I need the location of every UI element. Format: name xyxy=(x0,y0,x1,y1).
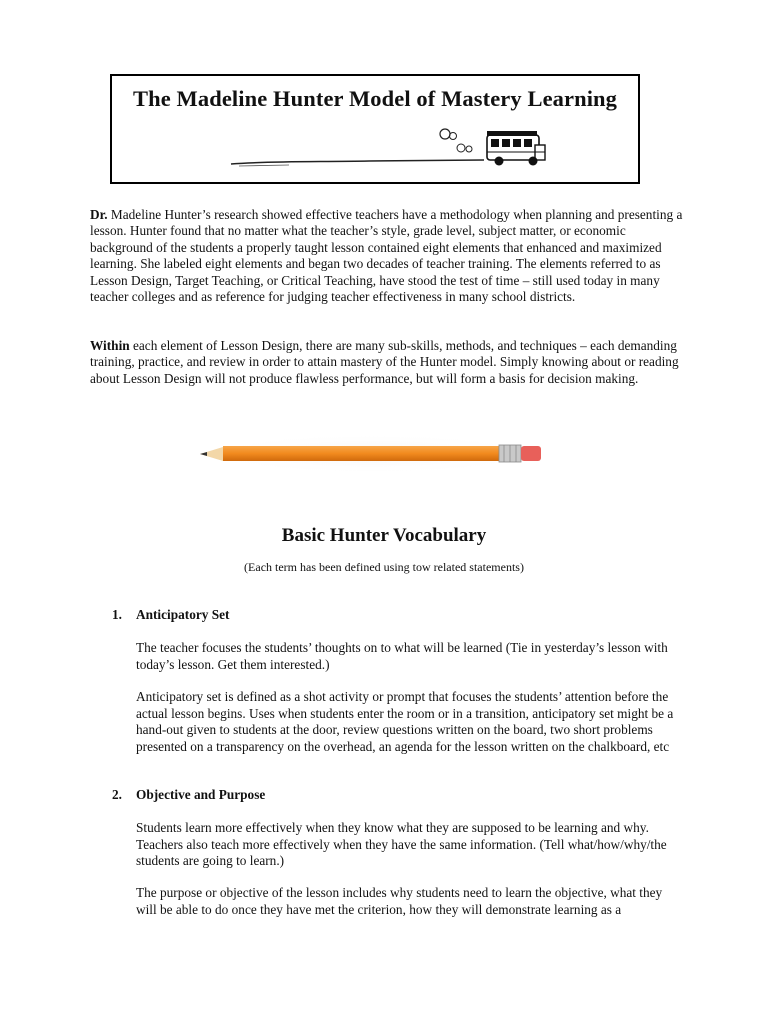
item-2-paragraph-2: The purpose or objective of the lesson includes why students need to learn the objective, what they will be able to do once they have met the criterion, how they will demonstrate learning as a xyxy=(136,885,663,917)
item-title-objective-and-purpose: Objective and Purpose xyxy=(136,787,266,802)
intro-paragraph-1 xyxy=(90,207,690,305)
page-title: The Madeline Hunter Model of Mastery Learning xyxy=(132,86,618,111)
intro-lead-word-2: Within xyxy=(90,338,130,353)
vocabulary-heading: Basic Hunter Vocabulary xyxy=(281,525,487,546)
title-box xyxy=(110,74,640,184)
item-title-anticipatory-set: Anticipatory Set xyxy=(136,607,230,622)
intro-lead-word-1: Dr. xyxy=(90,207,108,222)
item-number-1: 1. xyxy=(112,607,122,622)
pencil-illustration xyxy=(195,432,550,476)
item-number-2: 2. xyxy=(112,787,122,802)
school-bus-illustration xyxy=(229,121,549,176)
item-2-paragraph-1: Students learn more effectively when they know what they are supposed to be learning and why. Teachers also teach more effectively when they have the same information. (Tell what/how/why/the students are going to learn.) xyxy=(136,820,667,869)
intro-paragraph-2 xyxy=(90,338,690,387)
intro-text-2: each element of Lesson Design, there are many sub-skills, methods, and techniques – each demanding training, practice, and review in order to attain mastery of the Hunter model. Simply knowing about or reading about Lesson Design will not produce flawless performance, but will form a basis for decision making. xyxy=(90,338,679,386)
vocabulary-subtitle: (Each term has been defined using tow related statements) xyxy=(244,560,524,574)
item-1-paragraph-1: The teacher focuses the students’ thoughts on to what will be learned (Tie in yesterday’s lesson with today’s lesson. Get them interested.) xyxy=(136,640,668,672)
intro-text-1: Madeline Hunter’s research showed effective teachers have a methodology when planning and presenting a lesson. Hunter found that no matter what the teacher’s style, grade level, subject matter, or economic background of the students a properly taught lesson contained eight elements that enhanced and maximized learning. She labeled eight elements and began two decades of teacher training. The elements referred to as Lesson Design, Target Teaching, or Critical Teaching, have stood the test of time – still used today in many teacher colleges and as reference for judging teacher effectiveness in many school districts. xyxy=(90,207,683,305)
item-1-paragraph-2: Anticipatory set is defined as a shot activity or prompt that focuses the students’ attention before the actual lesson begins. Uses when students enter the room or in a transition, anticipatory set might be a hand-out given to students at the door, review questions written on the board, two short problems presented on a transparency on the overhead, an agenda for the lesson written on the chalkboard, etc xyxy=(136,689,674,754)
